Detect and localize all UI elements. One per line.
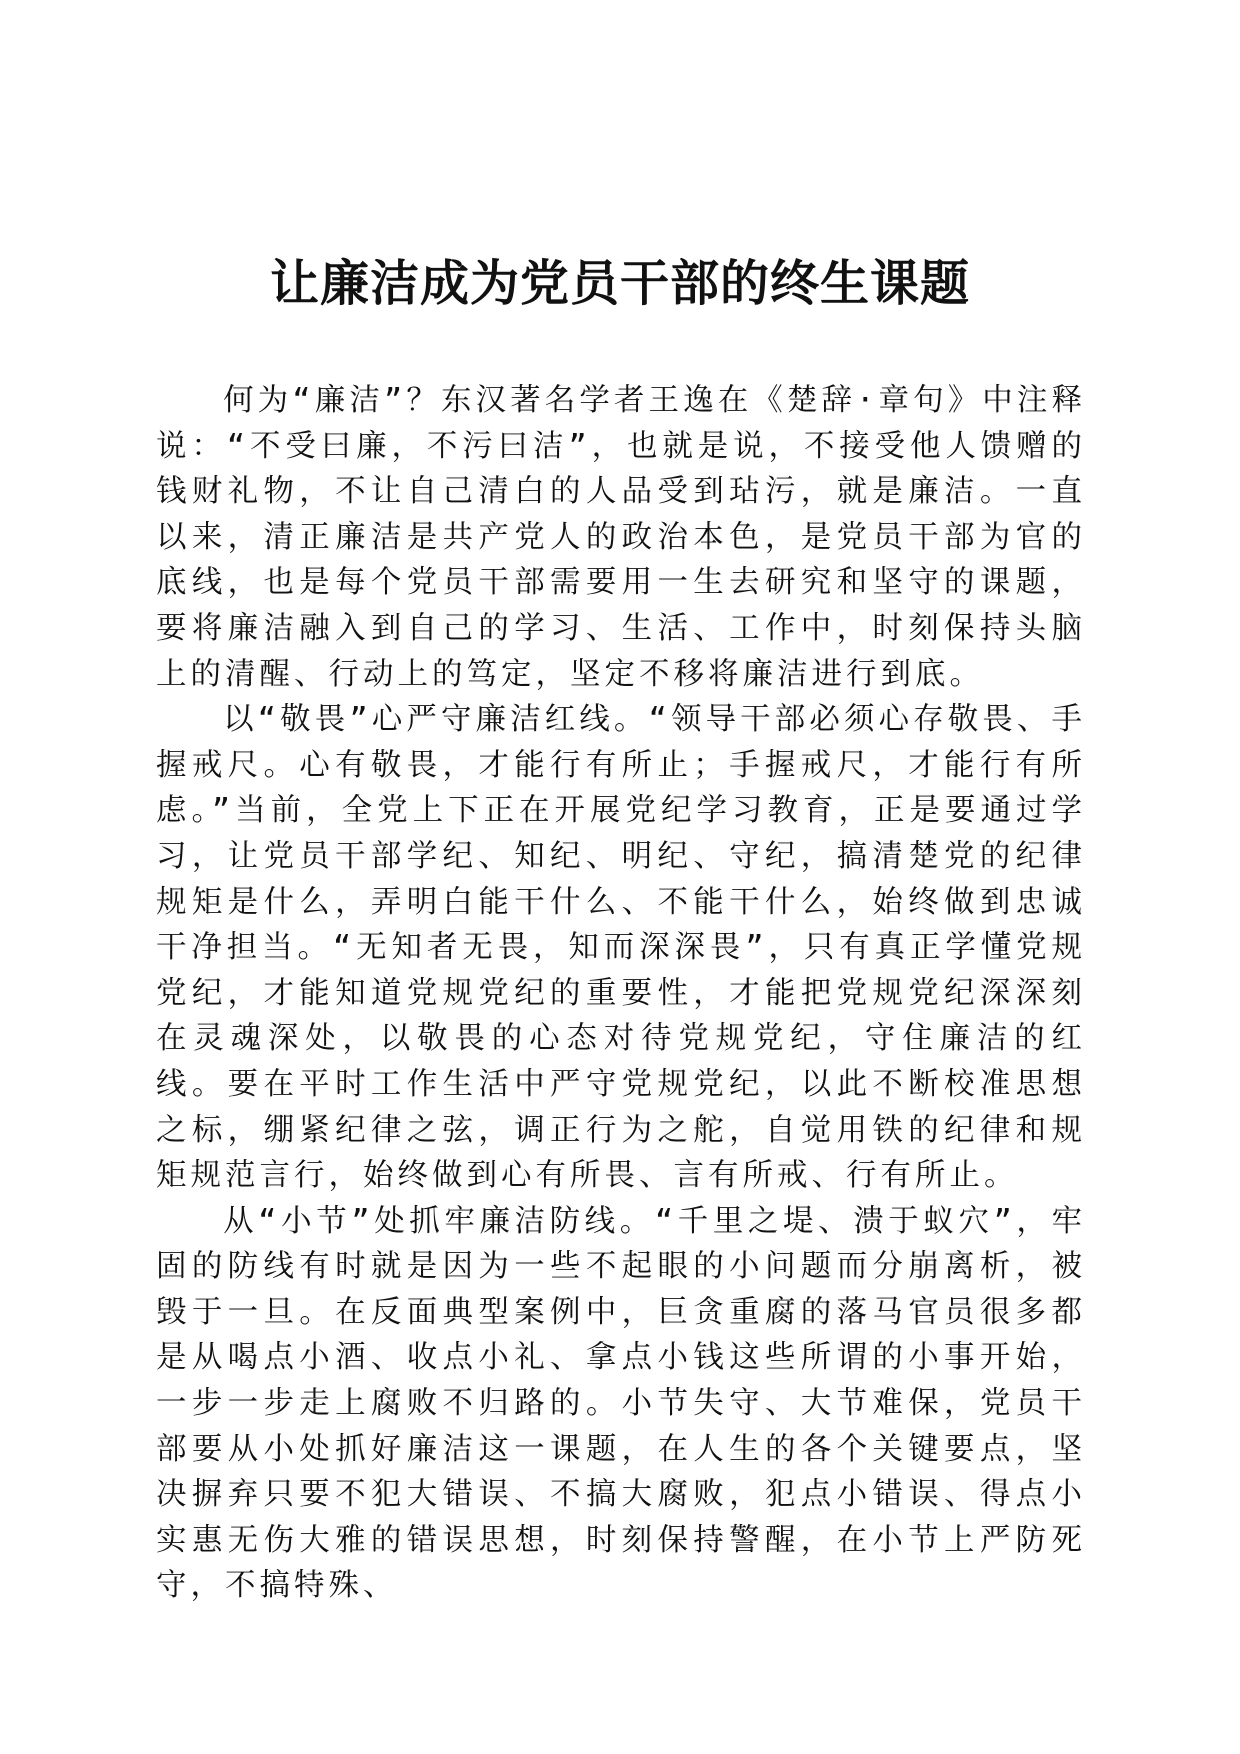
paragraph-2: 以“敬畏”心严守廉洁红线。“领导干部必须心存敬畏、手握戒尺。心有敬畏，才能行有所止；手握戒尺，才能行有所虑。”当前，全党上下正在开展党纪学习教育，正是要通过学习，让党员干部学纪、知纪、明纪、守纪，搞清楚党的纪律规矩是什么，弄明白能干什么、不能干什么，始终做到忠诚干净担当。“无知者无畏，知而深深畏”，只有真正学懂党规党纪，才能知道党规党纪的重要性，才能把党规党纪深深刻在灵魂深处，以敬畏的心态对待党规党纪，守住廉洁的红线。要在平时工作生活中严守党规党纪，以此不断校准思想之标，绷紧纪律之弦，调正行为之舵，自觉用铁的纪律和规矩规范言行，始终做到心有所畏、言有所戒、行有所止。 [156,702,1086,1194]
paragraph-1: 何为“廉洁”？东汉著名学者王逸在《楚辞·章句》中注释说：“不受曰廉，不污曰洁”，也就是说，不接受他人馈赠的钱财礼物，不让自己清白的人品受到玷污，就是廉洁。一直以来，清正廉洁是共产党人的政治本色，是党员干部为官的底线，也是每个党员干部需要用一生去研究和坚守的课题，要将廉洁融入到自己的学习、生活、工作中，时刻保持头脑上的清醒、行动上的笃定，坚定不移将廉洁进行到底。 [156,383,1086,692]
document-title: 让廉洁成为党员干部的终生课题 [269,254,970,312]
document-body [156,378,1086,1609]
paragraph-3: 从“小节”处抓牢廉洁防线。“千里之堤、溃于蚁穴”，牢固的防线有时就是因为一些不起眼的小问题而分崩离析，被毁于一旦。在反面典型案例中，巨贪重腐的落马官员很多都是从喝点小酒、收点小礼、拿点小钱这些所谓的小事开始，一步一步走上腐败不归路的。小节失守、大节难保，党员干部要从小处抓好廉洁这一课题，在人生的各个关键要点，坚决摒弃只要不犯大错误、不搞大腐败，犯点小错误、得点小实惠无伤大雅的错误思想，时刻保持警醒，在小节上严防死守，不搞特殊、 [156,1203,1086,1604]
